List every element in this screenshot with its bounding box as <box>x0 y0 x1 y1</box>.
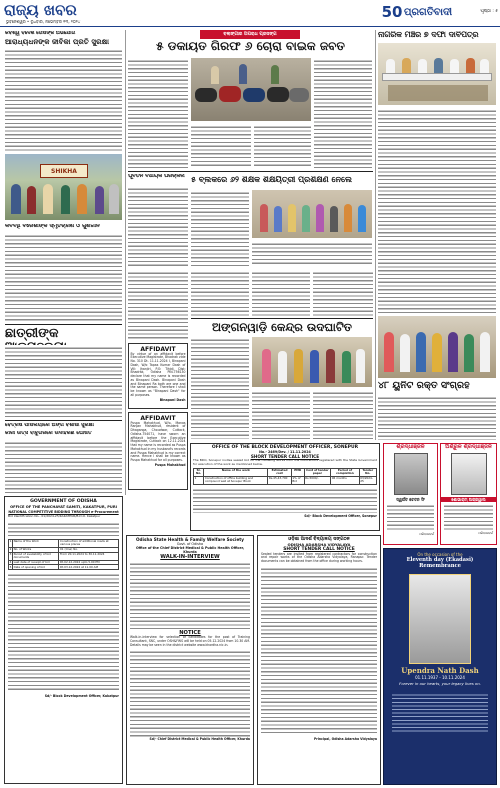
table-cell: Period of availability of bid documents <box>12 552 58 560</box>
condolence-photo <box>394 453 428 495</box>
col1-headline-3: ଛାତ୍ରୀଙ୍କ <box>5 327 59 341</box>
center-sub1: ପୂର୍ବତନ ବିଧାୟକ ପରିଚାଳନା <box>128 174 185 179</box>
health-office: Office of the Chief District Medical & Public Health Officer, Khurda <box>136 546 244 554</box>
table-cell: Rs.5000/- <box>304 476 331 484</box>
affidavit-title: AFFIDAVIT <box>140 345 176 353</box>
remembrance-ad <box>383 548 497 785</box>
health-heading: WALK-IN-INTERVIEW <box>160 554 220 560</box>
col-sep-3 <box>375 30 376 440</box>
table-cell: Construction of office building and compound wall at Sonepur Block <box>204 476 268 484</box>
col2-body-2 <box>191 124 251 168</box>
masthead-rule <box>0 26 500 27</box>
health-sub: Govt. of Odisha <box>176 542 204 546</box>
table-cell: No. of Works <box>12 547 58 552</box>
col1-divider-2 <box>5 420 122 421</box>
center-col-c <box>252 241 372 266</box>
center-col-i <box>252 390 310 439</box>
table-cell: Dt.02.12.2024 upto 5.00 PM <box>59 560 119 565</box>
notice-subtitle: OFFICE OF THE PANCHAYAT SAMITI, KAKATPUR, PURI <box>10 504 117 509</box>
condolence-name: ଶୋଭାରାମ୍ ଅଗ୍ରୱାଲ <box>441 497 496 502</box>
table-header-cell: Sl. No. <box>194 468 204 476</box>
table-header-row <box>194 468 377 476</box>
col2-body-3 <box>254 124 311 168</box>
notice-title: GOVERNMENT OF ODISHA <box>30 499 97 504</box>
condolence-note: ପରିବାରବର୍ଗ <box>478 531 493 535</box>
notice-footer: Sd/- Block Development Officer, Kakatpur <box>44 694 119 699</box>
remembrance-name: Upendra Nath Dash <box>401 666 479 676</box>
brand-name: ପ୍ରଗତିବାଦୀ <box>404 7 453 18</box>
table-cell: 3 <box>9 552 13 560</box>
col3-body-1 <box>314 58 372 168</box>
notice-ref: Bid Identification No.- 01/2024-25/KAKATPUR/B.D.O. Kakatpur <box>8 514 101 518</box>
affidavit-text: By virtue of an affidavit before Executive Magistrate, Bhadrak vide No. 310 Dt. 11.11.2024 I, Binapani Dash, W/o Tapas Kumar Dash of Vill: Jhanjiri, P.O: Tihidi, Dist: Bhadrak, Odisha PIN-756130 declare that my name is recorded as Binapani Dash. Binapani Dash and Binapani Ra both are one and the same person. Therefore I shall be known as "Binapani Dash" for all purposes. <box>130 351 186 397</box>
col1-body-3 <box>5 345 122 417</box>
table-row <box>9 565 119 570</box>
page-label: ପୃଷ୍ଠା : ୫ <box>480 9 498 14</box>
remembrance-family-lines <box>392 692 488 732</box>
condolence-title: ଶ୍ରଦ୍ଧାଞ୍ଜଳି <box>396 444 425 450</box>
event-photo <box>5 154 122 220</box>
table-cell: 03/2024-25 <box>359 476 376 484</box>
col4-body-2 <box>378 395 496 440</box>
condolence-text <box>387 503 434 531</box>
table-cell: 1% of Bid <box>291 476 304 484</box>
col1-body-2 <box>5 233 122 321</box>
logo-number: 50 <box>381 3 403 21</box>
kakatpur-tender-notice <box>4 496 123 784</box>
affidavit-text: Puspa Mahakhud, W/o- Manas Ranjan Mahakhud, resident of Dhaganga, Choudwar, Cuttack, Odisha-754071, have sworn an affidavit before the Executive Magistrate, Cuttack on 12.11.2024 that my name is recorded as Puspa Mahakhud in my husband's records and Puspa Mahakhud is my correct name. Hence I shall be known as Puspa Mahakhud for all purposes. <box>130 420 186 462</box>
table-cell: Last date of receipt of bid <box>12 560 58 565</box>
col1-divider-1 <box>5 324 122 325</box>
bdo-footer: Sd/- Block Development Officer, Sonepur <box>304 513 377 518</box>
bdo-table <box>193 468 377 485</box>
jubilee-logo <box>381 2 403 24</box>
blood-camp-photo <box>378 316 496 378</box>
affidavit-sign: Binapani Dash <box>159 397 186 402</box>
col1-headline-5: କାରୀ ଉତ୍ସ ବାବୁଗରରେ ଉଦାହରଣ ଘୋଷିତ <box>5 431 92 436</box>
health-title: Odisha State Health & Family Welfare Society <box>135 537 245 542</box>
notice-intro-lines <box>8 521 119 537</box>
table-cell: Name of the Work <box>12 539 58 547</box>
table-cell: From 20.11.2024 to 30.11.2024 <box>59 552 119 560</box>
oav-body <box>261 566 377 736</box>
center-col-a <box>128 186 188 266</box>
training-photo <box>252 190 372 238</box>
table-row <box>9 552 119 560</box>
oav-title: ଓଡ଼ିଶା ଆଦର୍ଶ ବିଦ୍ୟାଳୟ ସଙ୍ଗଠନ <box>288 537 350 542</box>
bdo-ref: No.- 2469/Dev. / 11.11.2024 <box>259 450 311 455</box>
center-col-f <box>252 270 310 316</box>
crime-headline: ୫ ଡକାୟତ ଗିରଫ ୬ ଚୋରା ବାଇକ ଜବତ <box>156 40 345 53</box>
center-col-j <box>313 390 373 439</box>
col1-headline-4: ବେତ୍ରଷ ପାଷିଲିୟାରେ ଅଙ୍ଗ ବିଶାଷା ସୁରକ୍ଷା <box>5 423 94 428</box>
bdo-heading: SHORT TENDER CALL NOTICE <box>250 454 320 460</box>
health-notice-label: NOTICE <box>179 630 201 637</box>
health-body-1 <box>130 561 250 629</box>
col1-body-4 <box>5 440 122 494</box>
col1-headline: ଆରାଧ୍ୟଧନଙ୍କ ଜୀବିକା ପ୍ରତି ସୁରକ୍ଷା <box>5 38 109 46</box>
center-col-b <box>191 190 249 266</box>
remembrance-dates: 01.11.1937 - 10.11.2024 <box>415 675 465 681</box>
health-text: Walk-in-interview for selection of candidates for the post of Training Consultant, SNC, under OSH&FWS will be held on 05.12.2024 from 10.30 AM. Details may be seen in the district website www.khordha.nic.in. <box>130 635 251 647</box>
table-row <box>9 539 119 547</box>
oav-footer: Principal, Odisha Adarsha Vidyalaya <box>314 736 377 741</box>
masthead <box>0 0 500 26</box>
center-col-g <box>313 270 373 316</box>
remembrance-tag: Forever in our hearts, your legacy lives on. <box>399 681 481 687</box>
crime-tag: ବଲାଙ୍ଗୀର ଅପରାଧ ପ୍ରସଙ୍ଗ <box>200 30 300 39</box>
section-title: ରାଜ୍ୟ ଖବର <box>4 2 77 19</box>
remembrance-photo <box>409 574 471 664</box>
table-header-cell: EMD <box>291 468 304 476</box>
table-cell: Rs.45,43,700 <box>268 476 292 484</box>
table-header-cell: Name of the work <box>204 468 268 476</box>
affidavit-puspa <box>128 412 188 490</box>
condolence-text <box>444 503 493 530</box>
col-sep-1 <box>125 30 126 495</box>
table-header-cell: Estimated cost <box>268 468 292 476</box>
table-cell: Date of opening of bid <box>12 565 58 570</box>
notice-heading: NATIONAL COMPETITIVE BIDDING THROUGH e-Procurement <box>8 510 119 514</box>
col1-body-1 <box>5 48 122 152</box>
oav-text: Sealed tenders are invited from registered contractors for construction and repair works of the Odisha Adarsha Vidyalaya, Ranapur. Tender documents can be obtained from the office during working hours. <box>261 551 377 564</box>
table-header-cell: Period of completion <box>331 468 359 476</box>
col2-body-1 <box>128 58 188 168</box>
center-col-d <box>128 270 188 340</box>
condolence-photo <box>451 453 487 495</box>
col4-headline: ନାଗରିକ ମଞ୍ଚର ୭ ଦଫା ଦାବିପତ୍ର <box>378 31 479 39</box>
center-divider-2 <box>191 318 373 319</box>
anganwadi-headline: ଅଙ୍ଗନୱାଡ଼ି କେନ୍ଦ୍ର ଉଦଘାଟିତ <box>211 321 353 334</box>
bdo-title: OFFICE OF THE BLOCK DEVELOPMENT OFFICER, SONEPUR <box>211 445 359 450</box>
table-cell: 06 months <box>331 476 359 484</box>
table-header-cell: Cost of tender paper <box>306 467 329 476</box>
table-cell: 1 <box>194 476 204 484</box>
col4-body-1 <box>378 108 496 313</box>
health-footer: Sd/- Chief District Medical & Public Health Officer, Khurda <box>149 736 250 741</box>
oav-heading: SHORT TENDER CALL NOTICE <box>283 547 355 553</box>
photo-banner: SHIKHA <box>40 164 88 178</box>
blood-camp-headline: ୪୮ ୟୁନିଟ ରକ୍ତ ସଂଗ୍ରହ <box>378 381 470 391</box>
remembrance-line1: On the occasion of the <box>417 552 463 557</box>
condolence-title: ଅଶ୍ରୁଳ ଶ୍ରଦ୍ଧାଞ୍ଜଳି <box>445 444 492 450</box>
col1-kicker: କବିଶ୍ୱ ବିଦେଶି ତୋଷଙ୍କ ଅଭିଯୋଗ <box>5 31 76 36</box>
condolence-chetan <box>383 443 438 545</box>
table-cell: 1 <box>9 539 13 547</box>
center-col-e <box>191 270 249 316</box>
bdo-sonepur-tender <box>190 443 380 531</box>
health-walkin-notice <box>126 535 254 785</box>
center-col-h <box>191 337 249 439</box>
remembrance-line2: Eleventh day (Ekadasi) Remembrance <box>406 557 474 570</box>
table-row <box>194 476 377 484</box>
table-cell: Dt.03.12.2024 at 11.00 AM <box>59 565 119 570</box>
table-cell: 4 <box>9 559 12 564</box>
table-header-cell: Tender No. <box>359 468 376 476</box>
bikes-photo <box>191 58 311 121</box>
meeting-photo <box>378 43 496 105</box>
table-cell: 01 (One) No. <box>59 547 119 552</box>
table-cell: 5 <box>9 564 12 569</box>
col1-headline-2: କବିବିଧି ବିରେଶୀଙ୍କ ସ୍ମୃତିଚାରଣ ଓ ଗୁଣଗାନ <box>5 224 100 229</box>
affidavit-binapani <box>128 343 188 409</box>
condolence-note: ପରିବାରବର୍ଗ <box>419 532 434 536</box>
notice-body-lines <box>8 572 119 692</box>
oav-sub: ODISHA ADARSHA VIDYALAYA <box>287 541 351 547</box>
masthead-subline: ଭୁବନେଶ୍ୱର • ବୁଧବାର, ନଭେମ୍ବର ୧୩, ୨୦୨୪ <box>6 19 81 24</box>
table-cell: Construction of additional roads at various places <box>59 539 119 547</box>
adarsha-vidyalaya-tender <box>257 535 381 785</box>
training-headline: ୫ ବ୍ଲକରେ ୬୨ ଶିକ୍ଷକ ଶିକ୍ଷୟିତ୍ରୀ ପ୍ରଶିକ୍ଷଣ ନେଲେ <box>191 176 352 184</box>
bdo-intro: The BDO, Sonepur invites sealed bid for the following works from the Contractors registered with the State Government for execution of the work as mentioned below. <box>193 458 377 466</box>
notice-table <box>8 539 119 570</box>
affidavit-title: AFFIDAVIT <box>140 414 176 422</box>
table-cell: 2 <box>9 547 12 552</box>
condolence-name: ସ୍ୱର୍ଗତ ଚେତନ ସିଂ <box>396 497 425 502</box>
health-body-2 <box>130 649 250 737</box>
condolence-shobharam <box>440 443 497 545</box>
affidavit-sign: Puspa Mahakhud <box>154 462 186 467</box>
bdo-conditions <box>193 487 377 513</box>
center-divider-1 <box>128 171 373 172</box>
anganwadi-photo <box>252 337 372 387</box>
